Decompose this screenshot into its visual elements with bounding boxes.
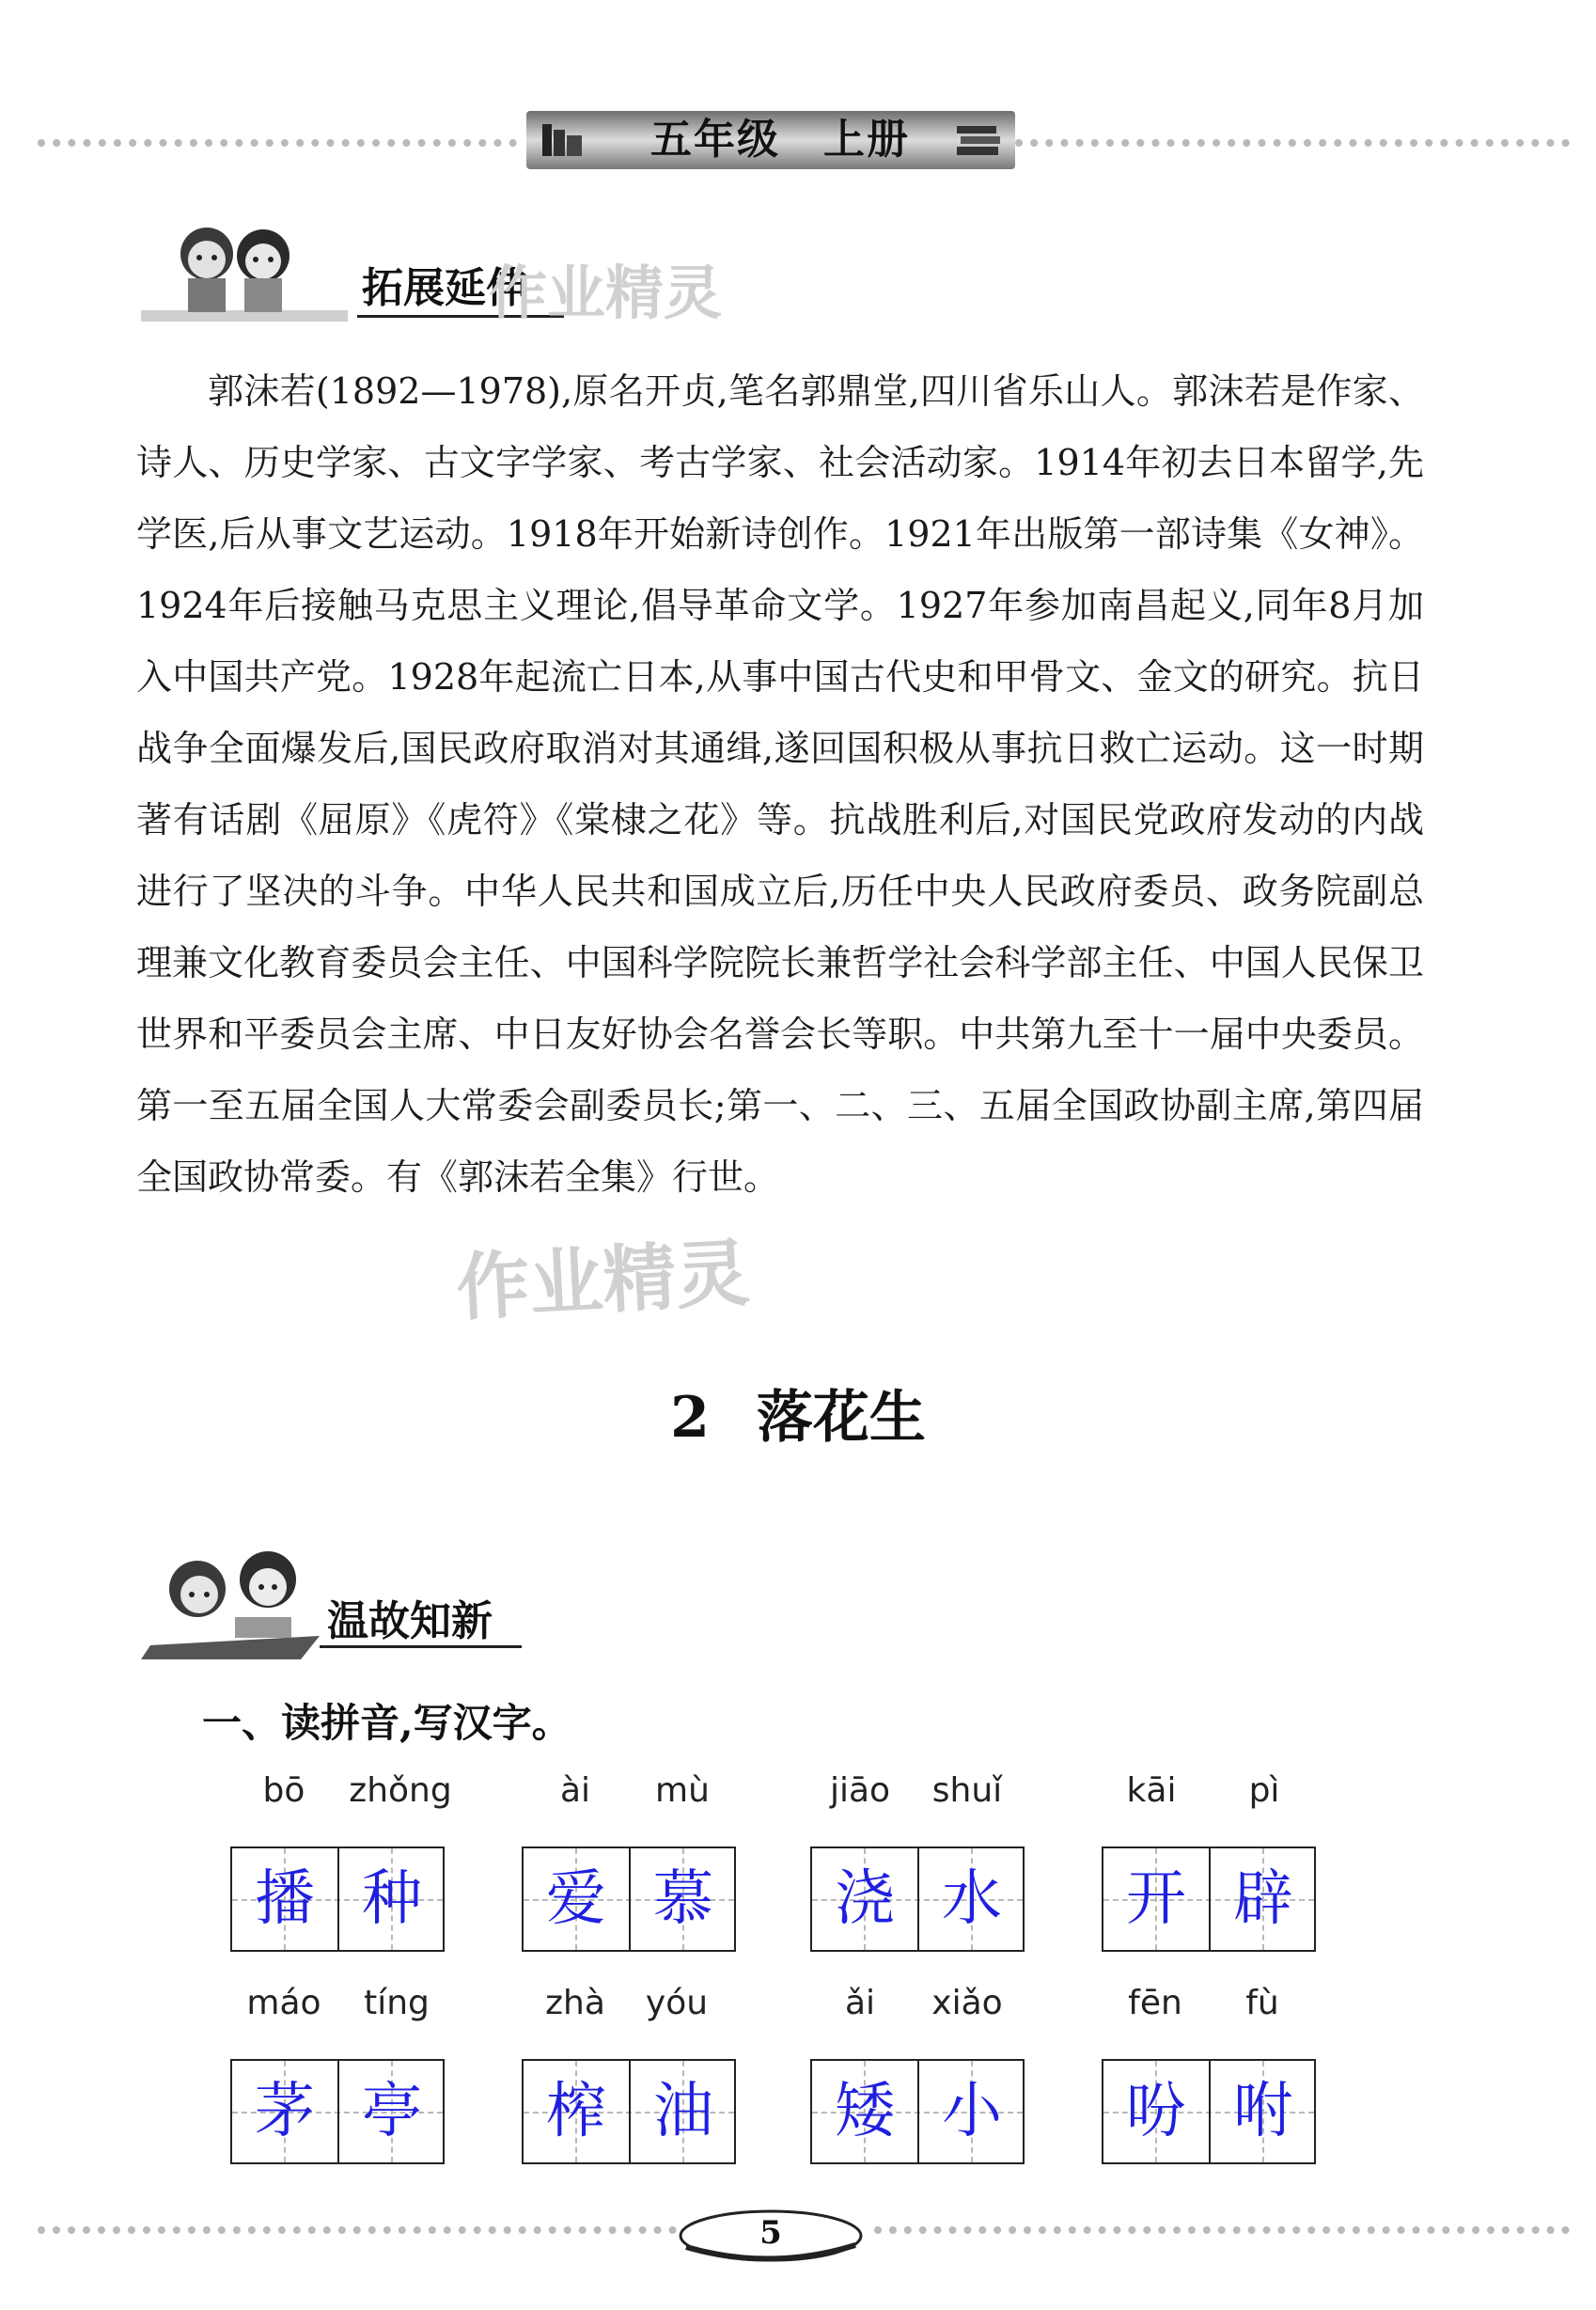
pinyin: jiāo — [829, 1771, 891, 1810]
answer-box — [230, 1846, 445, 1952]
answer-char: 水 — [942, 1864, 1002, 1934]
answer-char: 油 — [653, 2077, 713, 2146]
pinyin: pì — [1248, 1771, 1280, 1810]
answer-char: 吩 — [1126, 2077, 1186, 2146]
question-1: 一、读拼音,写汉字。 — [202, 1700, 571, 1746]
pinyin: mù — [655, 1771, 710, 1810]
pinyin: ài — [559, 1771, 591, 1810]
answer-box — [810, 1846, 1025, 1952]
kids-illustration-icon — [141, 216, 348, 329]
pinyin: fēn — [1128, 1984, 1182, 2022]
kids-reading-illustration-icon — [132, 1542, 329, 1664]
pinyin: tíng — [364, 1984, 430, 2022]
answer-box — [522, 2059, 736, 2164]
answer-box — [230, 2059, 445, 2164]
answer-char: 爱 — [546, 1864, 606, 1934]
answer-char: 种 — [362, 1864, 422, 1934]
section-underline-review — [320, 1645, 522, 1648]
biography-paragraph: 郭沫若(1892—1978),原名开贞,笔名郭鼎堂,四川省乐山人。郭沫若是作家、诗人、历史学家、古文字学家、考古学家、社会活动家。1914年初去日本留学,先学医,后从事文艺运动。1918年开始新诗创作。1921年出版第一部诗集《女神》。1924年后接触马克思主义理论,倡导革命文学。1927年参加南昌起义,同年8月加入中国共产党。1928年起流亡日本,从事中国古代史和甲骨文、金文的研究。抗日战争全面爆发后,国民政府取消对其通缉,遂回国积极从事抗日救亡运动。这一时期著有话剧《屈原》《虎符》《棠棣之花》等。抗战胜利后,对国民党政府发动的内战进行了坚决的斗争。中华人民共和国成立后,历任中央人民政府委员、政务院副总理兼文化教育委员会主任、中国科学院院长兼哲学社会科学部主任、中国人民保卫世界和平委员会主席、中日友好协会名誉会长等职。中共第九至十一届中央委员。第一至五届全国人大常委会副委员长;第一、二、三、五届全国政协副主席,第四届全国政协常委。有《郭沫若全集》行世。 — [136, 370, 1424, 1198]
watermark-top: 作业精灵 — [489, 259, 723, 327]
pinyin: kāi — [1126, 1771, 1177, 1810]
pinyin: zhǒng — [349, 1771, 452, 1810]
lesson-number: 2 — [670, 1385, 710, 1451]
lesson-name: 落花生 — [756, 1385, 926, 1451]
pinyin: zhà — [545, 1984, 605, 2022]
answer-char: 咐 — [1233, 2077, 1293, 2146]
answer-char: 播 — [255, 1864, 315, 1934]
pinyin: máo — [246, 1984, 321, 2022]
pinyin: yóu — [645, 1984, 709, 2022]
pinyin: ǎi — [844, 1984, 876, 2022]
books-stack-icon — [955, 124, 1002, 158]
pinyin: shuǐ — [931, 1771, 1003, 1810]
answer-char: 辟 — [1233, 1864, 1293, 1934]
section-title-review: 温故知新 — [327, 1597, 493, 1645]
answer-char: 茅 — [255, 2077, 315, 2146]
lesson-title — [0, 1373, 1596, 1454]
answer-char: 亭 — [362, 2077, 422, 2146]
watermark-middle: 作业精灵 — [454, 1231, 752, 1332]
footer-dots-right — [874, 2226, 1570, 2234]
pinyin: bō — [262, 1771, 305, 1810]
header-dots-right — [1015, 139, 1570, 147]
pinyin: fù — [1245, 1984, 1279, 2022]
header-dots-left — [38, 139, 517, 147]
page-number: 5 — [759, 2214, 782, 2252]
answer-char: 榨 — [546, 2077, 606, 2146]
answer-box — [522, 1846, 736, 1952]
footer-dots-left — [38, 2226, 677, 2234]
answer-box — [810, 2059, 1025, 2164]
header-title: 五年级 上册 — [650, 116, 910, 164]
answer-char: 开 — [1126, 1864, 1186, 1934]
section-title-extension: 拓展延伸 — [362, 264, 527, 312]
answer-box — [1102, 2059, 1316, 2164]
answer-char: 浇 — [835, 1864, 895, 1934]
answer-char: 小 — [942, 2077, 1002, 2146]
answer-char: 矮 — [835, 2077, 895, 2146]
book-icon — [540, 120, 586, 158]
answer-box — [1102, 1846, 1316, 1952]
pinyin: xiǎo — [931, 1984, 1003, 2022]
answer-char: 慕 — [653, 1864, 713, 1934]
